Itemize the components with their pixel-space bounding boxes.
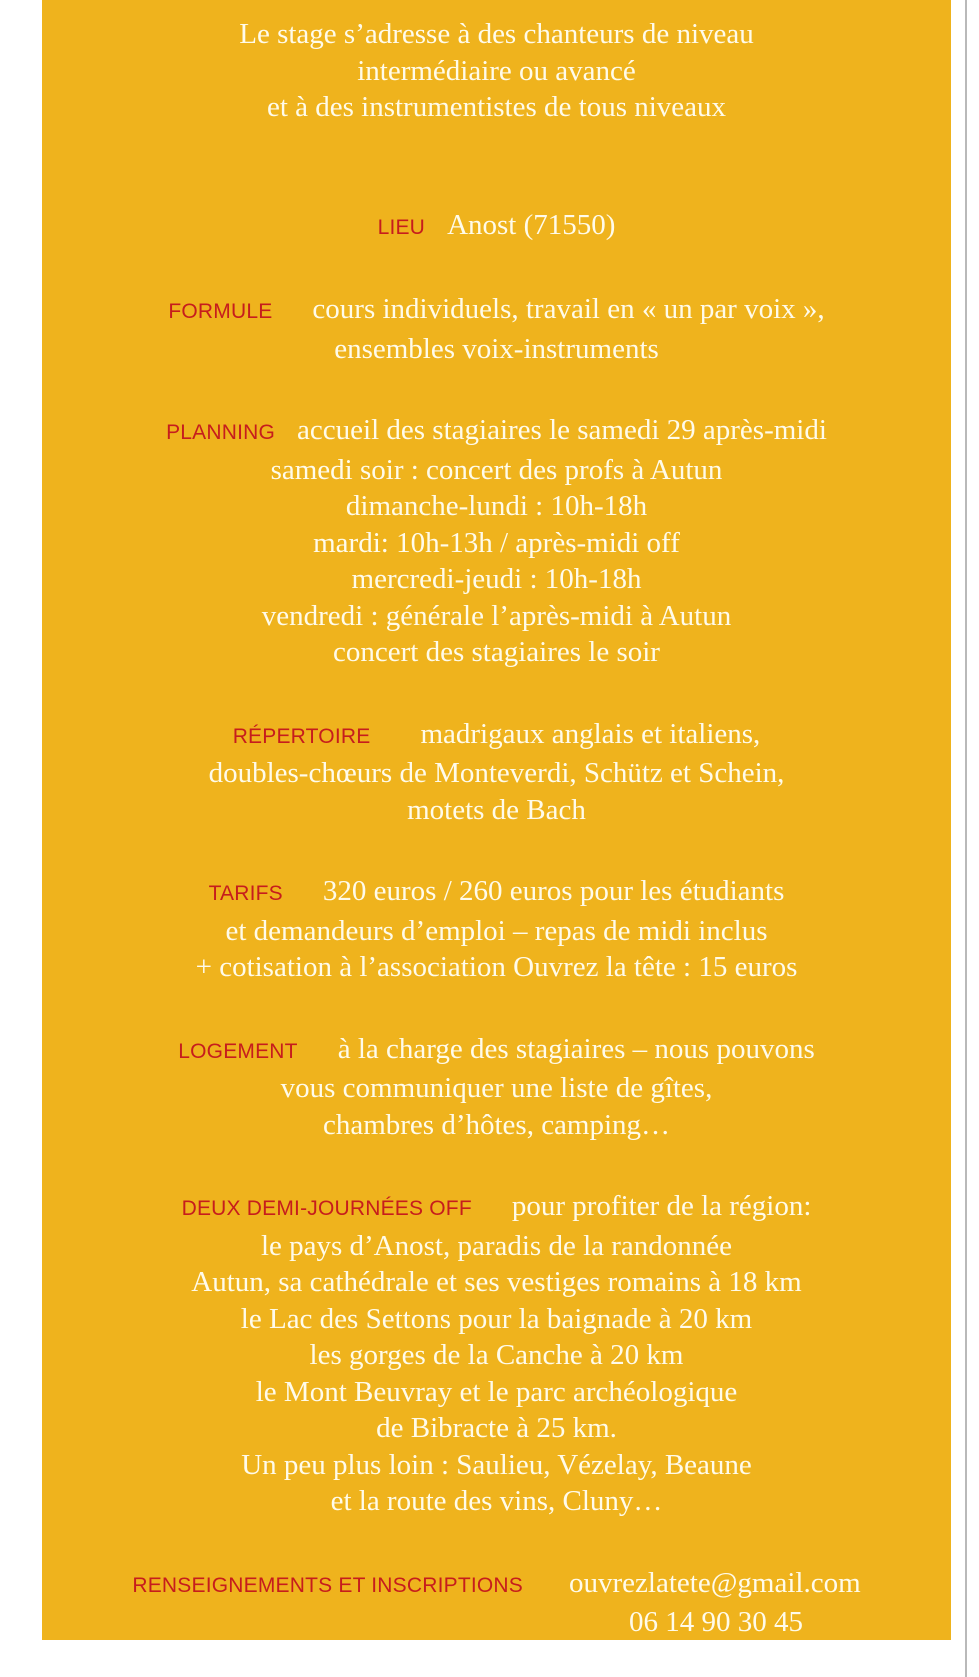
intro-line: et à des instrumentistes de tous niveaux (266, 91, 727, 123)
section-text: et la route des vins, Cluny… (330, 1485, 663, 1517)
section-text: Anost (71550) (447, 208, 616, 241)
section-text: chambres d’hôtes, camping… (322, 1108, 671, 1141)
section-text: concert des stagiaires le soir (333, 636, 660, 668)
section-text: dimanche-lundi : 10h-18h (345, 490, 648, 522)
intro-block (42, 16, 951, 126)
section-text: samedi soir : concert des profs à Autun (270, 453, 723, 486)
section-label-contact: RENSEIGNEMENTS ET INSCRIPTIONS (132, 1573, 524, 1597)
section-text: le Lac des Settons pour la baignade à 20 km (240, 1302, 753, 1335)
intro-line: intermédiaire ou avancé (357, 54, 636, 87)
section-text: madrigaux anglais et italiens, (420, 717, 761, 750)
contact-phone-number[interactable]: 06 14 90 30 45 (629, 1606, 803, 1638)
page-edge-divider (965, 0, 967, 1677)
section-text: de Bibracte à 25 km. (376, 1412, 617, 1444)
section-text: cours individuels, travail en « un par voix », (312, 293, 825, 325)
section-label-lieu: LIEU (377, 215, 426, 239)
contact-email-link[interactable]: ouvrezlatete@gmail.com (569, 1566, 861, 1599)
flyer-panel (42, 0, 951, 1640)
section-text: motets de Bach (407, 793, 586, 826)
section-label-tarifs: TARIFS (208, 882, 283, 905)
section-text: + cotisation à l’association Ouvrez la tête : 15 euros (195, 951, 798, 983)
section-text: à la charge des stagiaires – nous pouvons (337, 1032, 815, 1065)
section-planning (42, 412, 951, 671)
section-label-logement: LOGEMENT (178, 1039, 298, 1063)
section-lieu (42, 207, 951, 247)
section-formule (42, 291, 951, 367)
section-logement (42, 1031, 951, 1144)
section-label-formule: FORMULE (168, 300, 273, 323)
section-text: doubles-chœurs de Monteverdi, Schütz et Schein, (208, 757, 785, 789)
section-text: mercredi-jeudi : 10h-18h (351, 563, 642, 595)
section-contact (42, 1565, 951, 1641)
section-label-off: DEUX DEMI-JOURNÉES OFF (181, 1197, 472, 1220)
section-text: les gorges de la Canche à 20 km (309, 1339, 684, 1371)
section-text: vous communiquer une liste de gîtes, (280, 1072, 713, 1104)
section-text: mardi: 10h-13h / après-midi off (313, 526, 680, 559)
section-text: accueil des stagiaires le samedi 29 après-midi (297, 414, 827, 446)
section-label-planning: PLANNING (166, 421, 276, 444)
intro-line: Le stage s’adresse à des chanteurs de niveau (239, 18, 754, 50)
section-text: 320 euros / 260 euros pour les étudiants (322, 875, 785, 907)
section-text: Autun, sa cathédrale et ses vestiges romains à 18 km (191, 1266, 802, 1298)
section-repertoire (42, 716, 951, 829)
section-text: vendredi : générale l’après-midi à Autun (261, 599, 732, 632)
section-text: Un peu plus loin : Saulieu, Vézelay, Beaune (241, 1448, 752, 1481)
section-off (42, 1188, 951, 1520)
section-label-repertoire: RÉPERTOIRE (232, 724, 371, 748)
section-text: ensembles voix-instruments (334, 332, 659, 365)
section-text: pour profiter de la région: (511, 1190, 812, 1222)
section-text: le Mont Beuvray et le parc archéologique (255, 1375, 738, 1408)
section-tarifs (42, 873, 951, 986)
section-text: et demandeurs d’emploi – repas de midi inclus (225, 914, 768, 947)
section-text: le pays d’Anost, paradis de la randonnée (260, 1229, 733, 1262)
